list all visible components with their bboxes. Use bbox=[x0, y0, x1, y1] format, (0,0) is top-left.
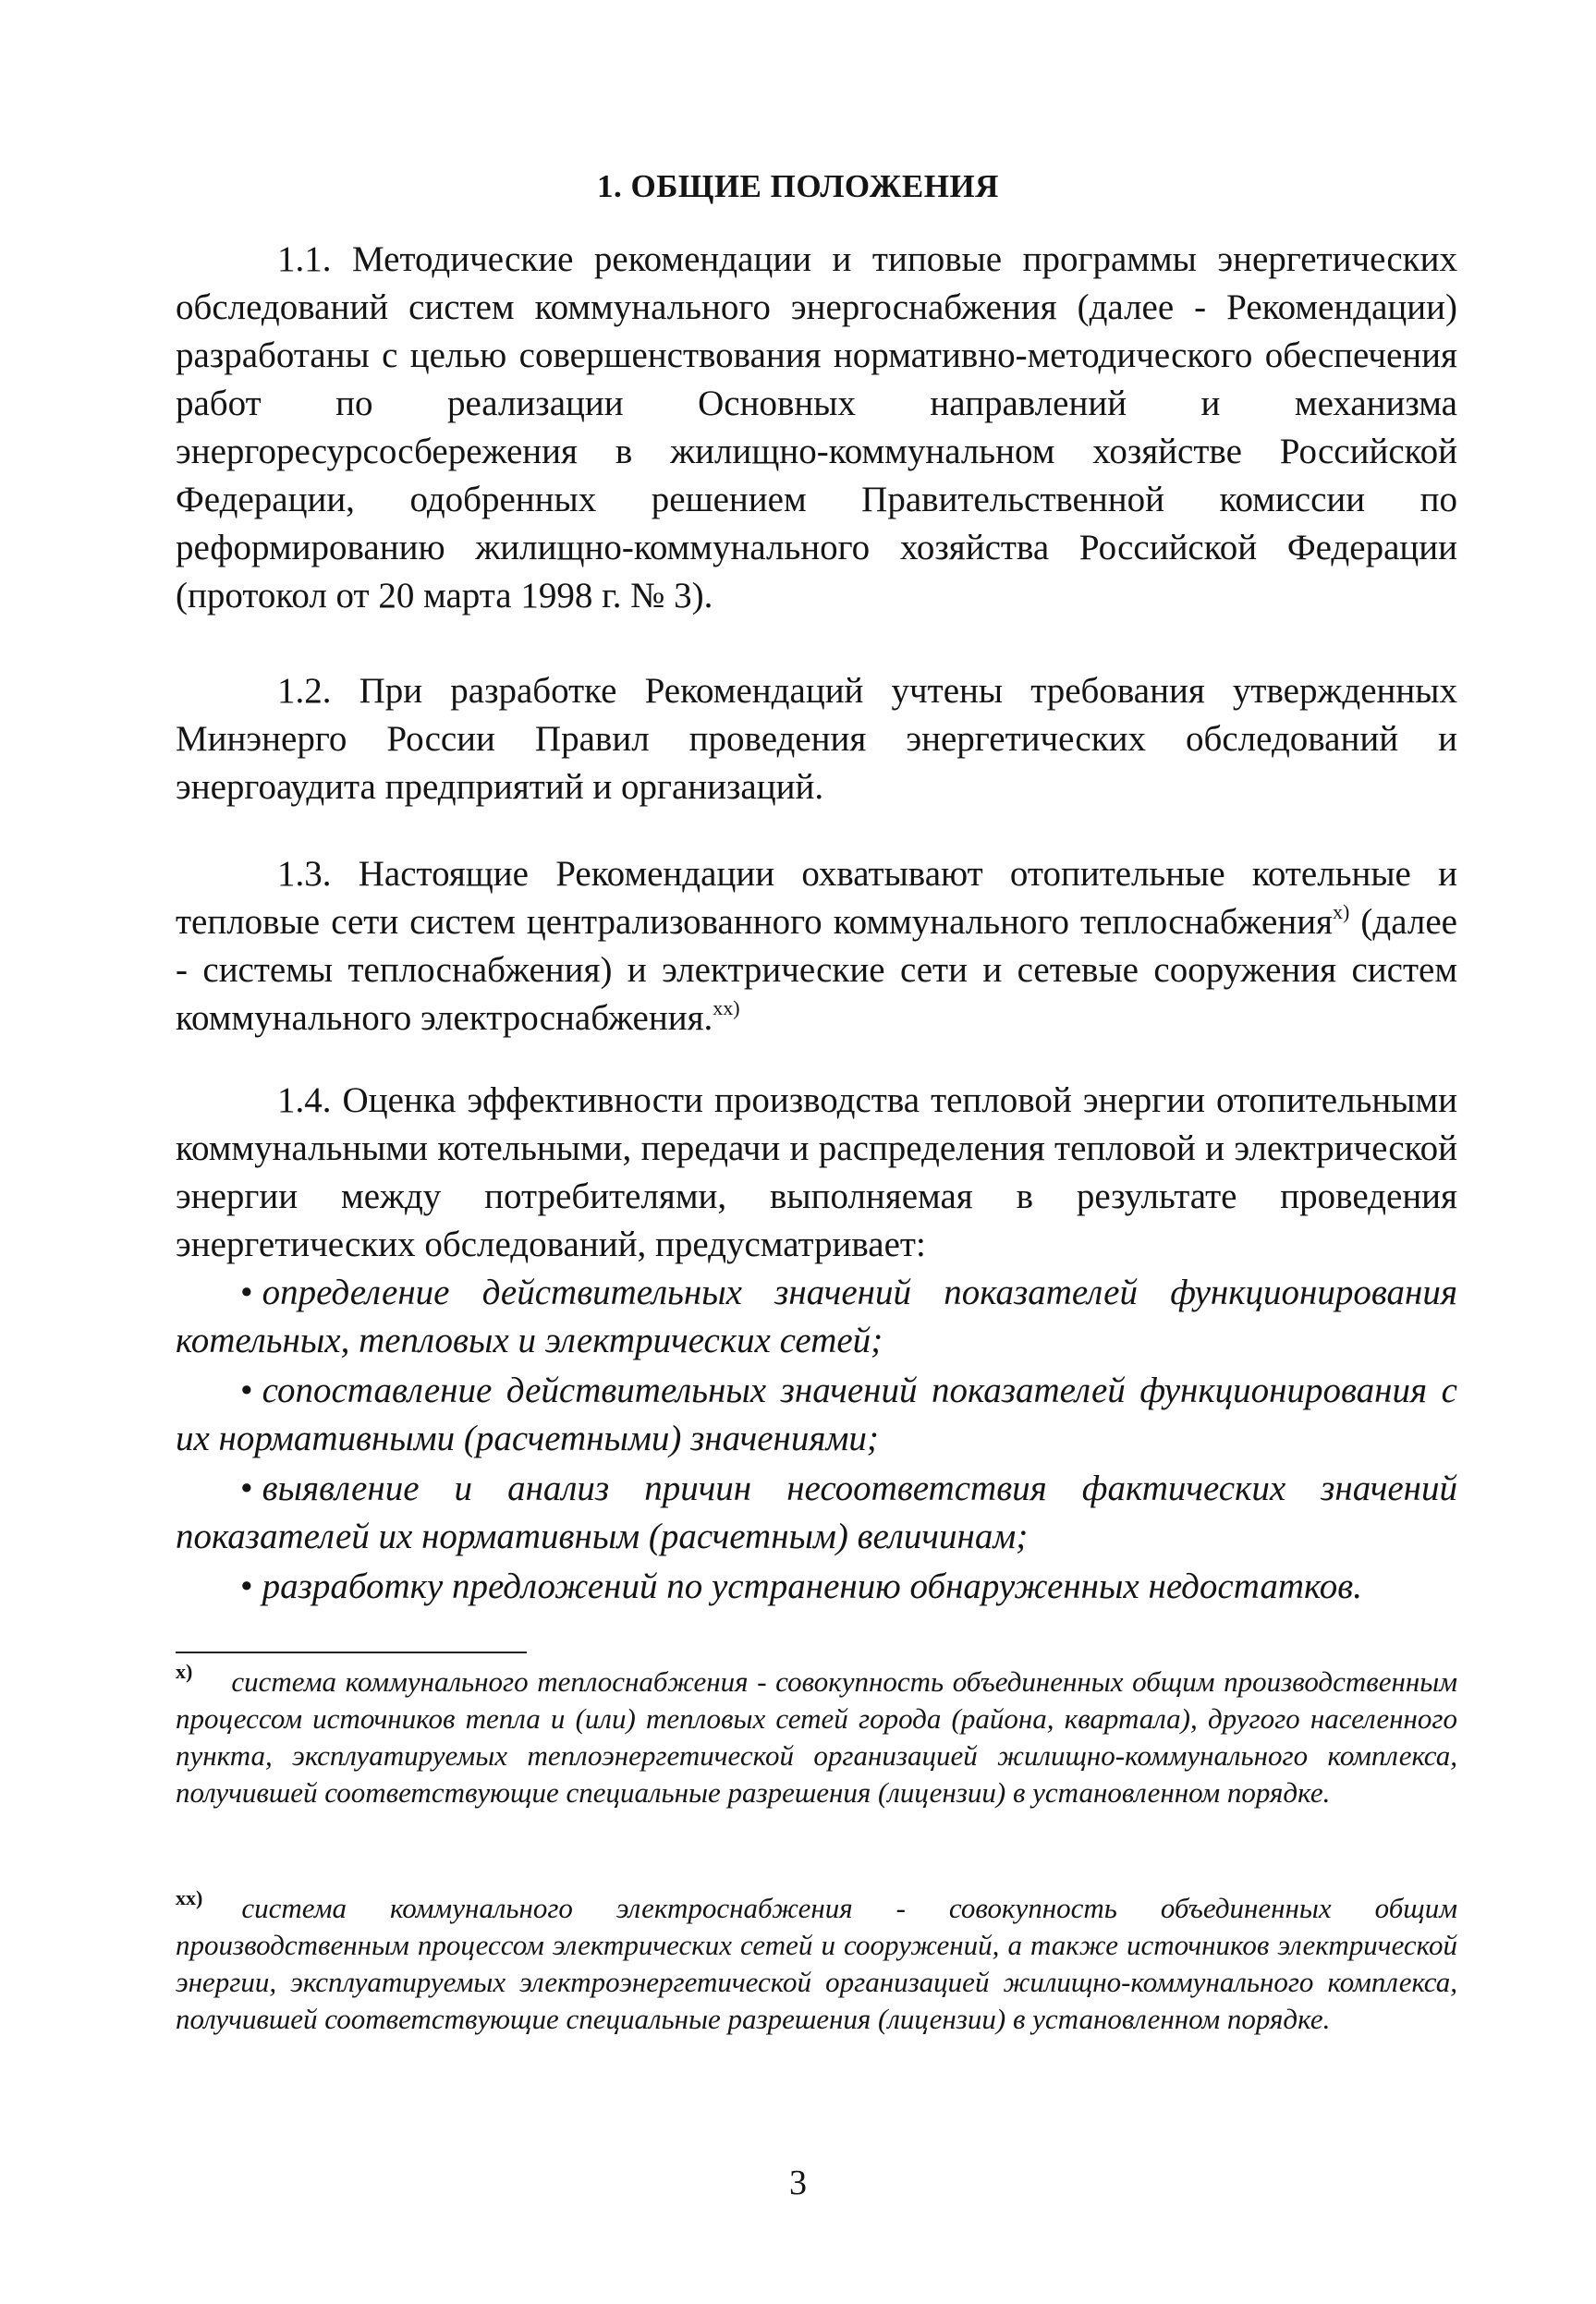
footnote-mark: xx) bbox=[176, 1886, 203, 1909]
list-item bbox=[176, 1563, 1457, 1611]
list-item bbox=[176, 1269, 1457, 1365]
bullet-icon: • bbox=[240, 1371, 253, 1410]
list-item-text: сопоставление действительных значений показателей функционирования с их нормативными (расчетными) значениями; bbox=[176, 1371, 1457, 1458]
page-number: 3 bbox=[789, 2164, 807, 2202]
paragraph-1-1: 1.1. Методические рекомендации и типовые программы энергетических обследований систем коммунального энергоснабжения (далее - Рекомендации) разработаны с целью совершенствования нормативно-методического обеспечения работ по реализации Основных направлений и механизма энергоресурсосбережения в жилищно-коммунальном хозяйстве Российской Федерации, одобренных решением Правительственной комиссии по реформированию жилищно-коммунального хозяйства Российской Федерации (протокол от 20 марта 1998 г. № 3). bbox=[176, 239, 1457, 616]
footnote-text: система коммунального электроснабжения - совокупность объединенных общим производственным процессом электрических сетей и сооружений, а также источников электрической энергии, эксплуатируемых электроэнергетической организацией жилищно-коммунального комплекса, получившей соответствующие специальные разрешения (лицензии) в установленном порядке. bbox=[176, 1892, 1457, 2035]
paragraph-1-3-text-b: (далее - системы теплоснабжения) и электрические сети и сетевые сооружения систем коммунального электроснабжения. bbox=[176, 902, 1457, 1038]
list-item bbox=[176, 1465, 1457, 1561]
section-heading: 1. ОБЩИЕ ПОЛОЖЕНИЯ bbox=[597, 168, 999, 204]
paragraph-1-3-text-a: 1.3. Настоящие Рекомендации охватывают отопительные котельные и тепловые сети систем централизованного коммунального теплоснабжения bbox=[176, 854, 1457, 942]
footnote-x bbox=[176, 1660, 1457, 1811]
paragraph-1-4: 1.4. Оценка эффективности производства тепловой энергии отопительными коммунальными котельными, передачи и распределения тепловой и электрической энергии между потребителями, выполняемая в результате проведения энергетических обследований, предусматривает: bbox=[176, 1080, 1457, 1264]
bullet-list bbox=[176, 1269, 1457, 1613]
bullet-icon: • bbox=[240, 1469, 253, 1508]
list-item-text: выявление и анализ причин несоответствия фактических значений показателей их нормативным (расчетным) величинам; bbox=[176, 1469, 1457, 1556]
list-item-text: определение действительных значений показателей функционирования котельных, тепловых и электрических сетей; bbox=[176, 1273, 1457, 1360]
list-item bbox=[176, 1367, 1457, 1463]
paragraph-1-3 bbox=[176, 850, 1457, 1042]
footnote-divider bbox=[176, 1652, 527, 1653]
footnote-text: система коммунального теплоснабжения - совокупность объединенных общим производственным процессом источников тепла и (или) тепловых сетей города (района, квартала), другого населенного пункта, эксплуатируемых теплоэнергетической организацией жилищно-коммунального комплекса, получившей соответствующие специальные разрешения (лицензии) в установленном порядке. bbox=[176, 1665, 1457, 1809]
bullet-icon: • bbox=[240, 1273, 253, 1312]
bullet-icon: • bbox=[240, 1566, 253, 1606]
footnote-ref-x: x) bbox=[1333, 900, 1350, 923]
footnote-ref-xx: xx) bbox=[713, 996, 740, 1019]
footnote-xx bbox=[176, 1886, 1457, 2038]
footnote-mark: x) bbox=[176, 1660, 193, 1683]
list-item-text: разработку предложений по устранению обнаруженных недостатков. bbox=[262, 1566, 1362, 1606]
paragraph-1-2: 1.2. При разработке Рекомендаций учтены требования утвержденных Минэнерго России Правил проведения энергетических обследований и энергоаудита предприятий и организаций. bbox=[176, 671, 1457, 807]
